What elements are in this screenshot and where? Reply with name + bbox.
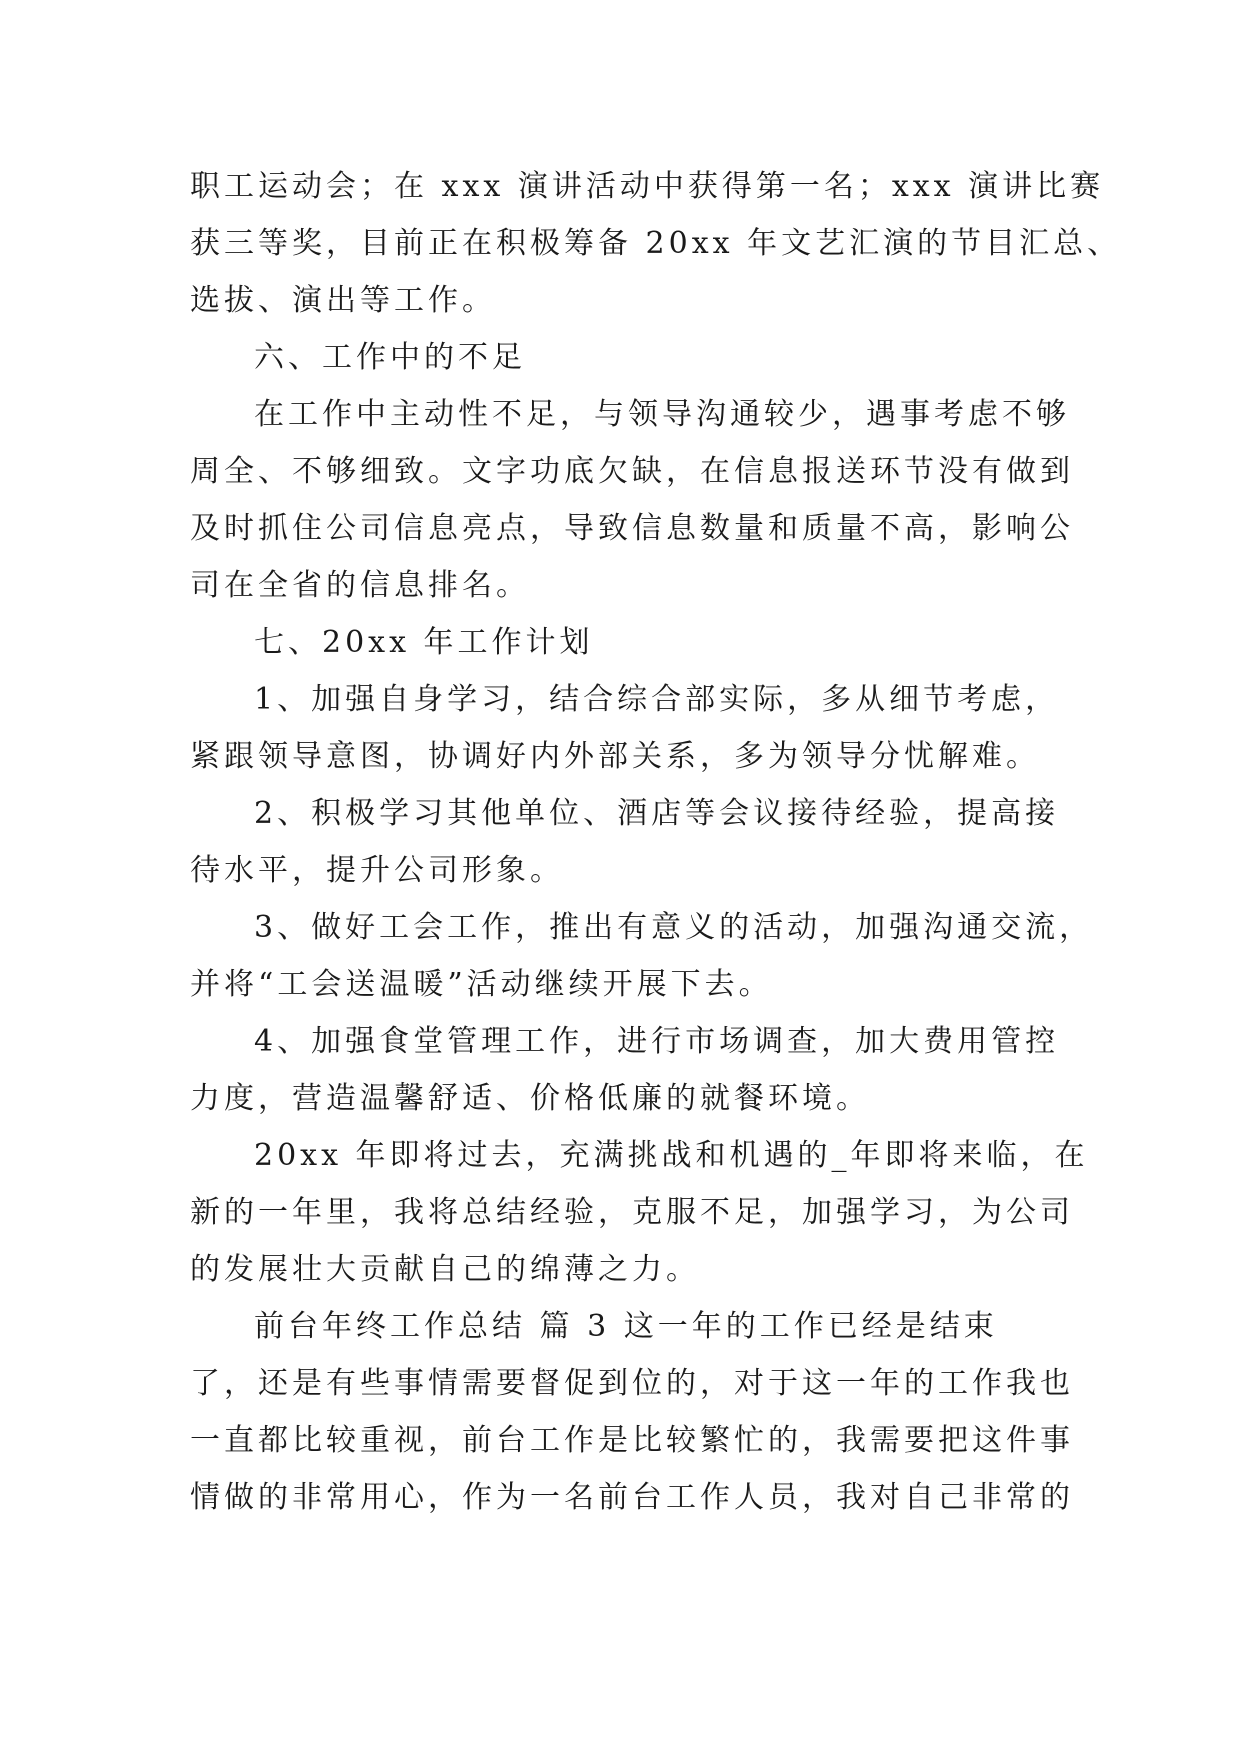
text-line: 的发展壮大贡献自己的绵薄之力。 [190,1252,700,1287]
text-line: 获三等奖，目前正在积极筹备 20xx 年文艺汇演的节目汇总、 [190,226,1122,261]
text-line: 20xx 年即将过去，充满挑战和机遇的_年即将来临，在 [254,1138,1089,1173]
text-line: 司在全省的信息排名。 [190,568,530,603]
list-item: 1、加强自身学习，结合综合部实际，多从细节考虑， [254,682,1060,717]
text-line: 力度，营造温馨舒适、价格低廉的就餐环境。 [190,1081,870,1116]
list-item: 3、做好工会工作，推出有意义的活动，加强沟通交流， [254,910,1094,945]
text-line: 及时抓住公司信息亮点，导致信息数量和质量不高，影响公 [190,511,1074,546]
list-item: 2、积极学习其他单位、酒店等会议接待经验，提高接 [254,796,1060,831]
text-line: 选拔、演出等工作。 [190,283,496,318]
text-line: 并将“工会送温暖”活动继续开展下去。 [190,967,773,1002]
text-line: 紧跟领导意图，协调好内外部关系，多为领导分忧解难。 [190,739,1040,774]
document-body [190,158,1122,1526]
text-line: 一直都比较重视，前台工作是比较繁忙的，我需要把这件事 [190,1423,1074,1458]
section-heading: 七、20xx 年工作计划 [254,625,594,660]
text-line: 在工作中主动性不足，与领导沟通较少，遇事考虑不够 [254,397,1070,432]
text-line: 情做的非常用心，作为一名前台工作人员，我对自己非常的 [190,1480,1074,1515]
text-line: 新的一年里，我将总结经验，克服不足，加强学习，为公司 [190,1195,1074,1230]
text-line: 职工运动会；在 xxx 演讲活动中获得第一名；xxx 演讲比赛 [190,169,1105,204]
text-line: 待水平，提升公司形象。 [190,853,564,888]
text-line: 周全、不够细致。文字功底欠缺，在信息报送环节没有做到 [190,454,1074,489]
section-heading: 六、工作中的不足 [254,340,526,375]
list-item: 4、加强食堂管理工作，进行市场调查，加大费用管控 [254,1024,1060,1059]
article-heading: 前台年终工作总结 篇 3 这一年的工作已经是结束 [254,1309,998,1344]
text-line: 了，还是有些事情需要督促到位的，对于这一年的工作我也 [190,1366,1074,1401]
